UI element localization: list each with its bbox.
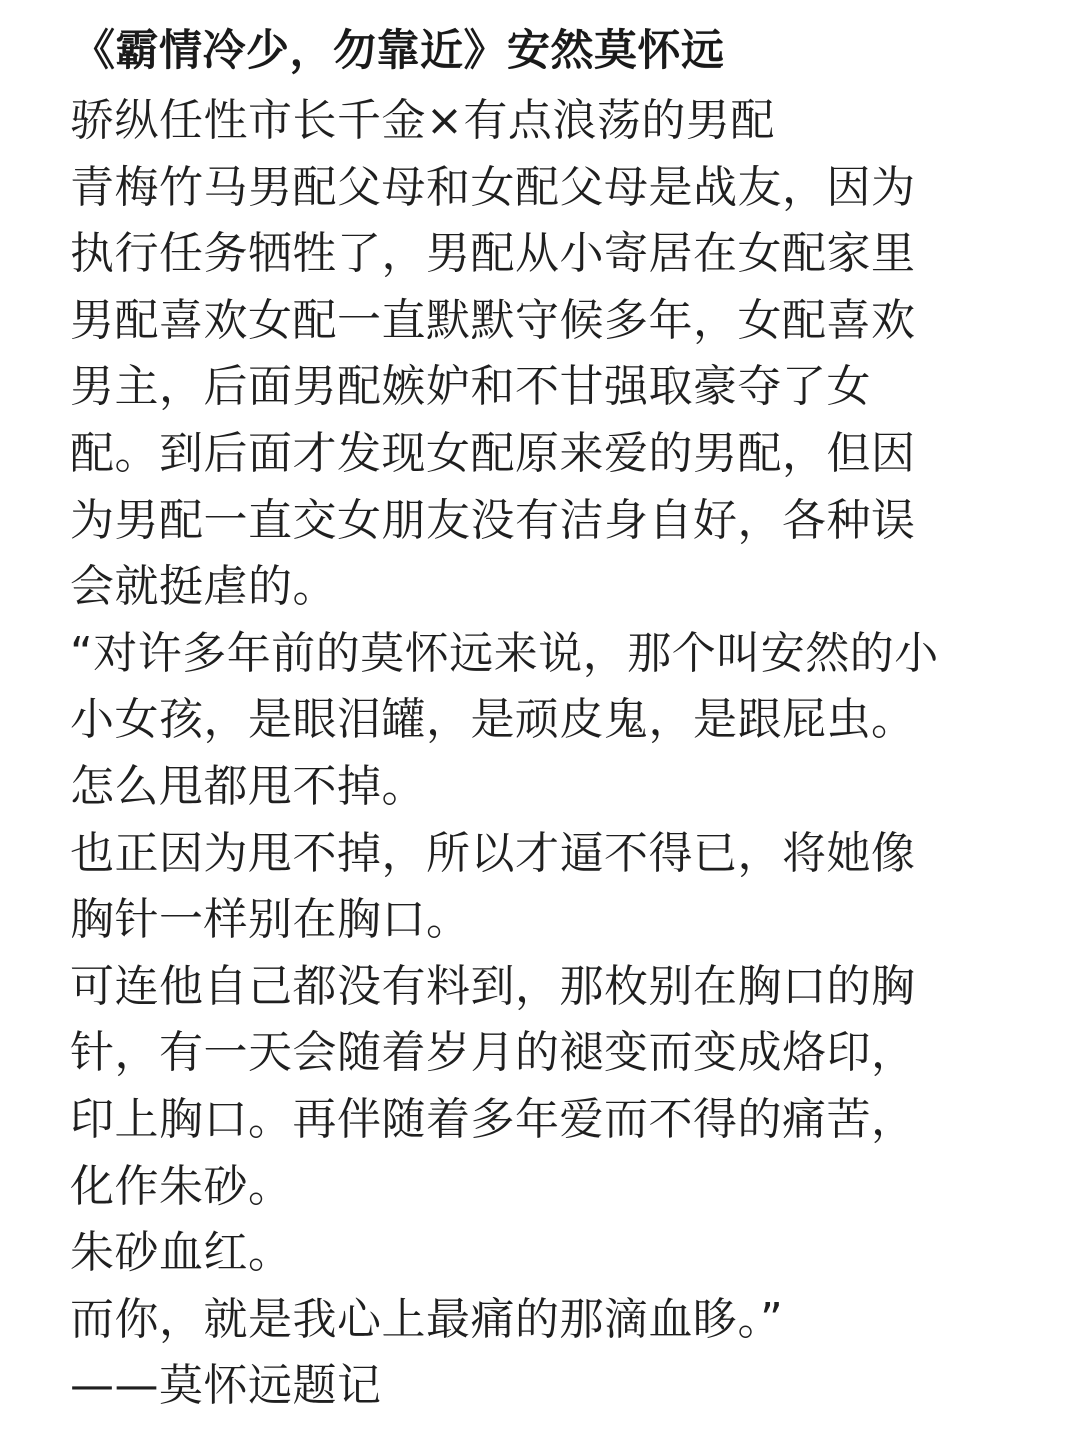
text-line-17: 化作朱砂。: [70, 1160, 293, 1212]
text-line-6: 配。到后面才发现女配原来爱的男配，但因: [70, 427, 916, 479]
text-line-13: 胸针一样别在胸口。: [70, 894, 471, 946]
text-line-15: 针，有一天会随着岁月的褪变而变成烙印，: [70, 1027, 916, 1079]
text-line-9: “对许多年前的莫怀远来说，那个叫安然的小: [70, 627, 939, 679]
text-line-14: 可连他自己都没有料到，那枚别在胸口的胸: [70, 960, 916, 1012]
text-line-5: 男主，后面男配嫉妒和不甘强取豪夺了女: [70, 361, 871, 413]
text-line-11: 怎么甩都甩不掉。: [70, 760, 426, 812]
text-line-16: 印上胸口。再伴随着多年爱而不得的痛苦，: [70, 1093, 916, 1145]
text-line-7: 为男配一直交女朋友没有洁身自好，各种误: [70, 494, 916, 546]
text-line-12: 也正因为甩不掉，所以才逼不得已，将她像: [70, 827, 916, 879]
text-line-3: 执行任务牺牲了，男配从小寄居在女配家里: [70, 228, 916, 280]
text-line-2: 青梅竹马男配父母和女配父母是战友，因为: [70, 161, 916, 213]
document-title: 《霸情冷少，勿靠近》安然莫怀远: [72, 26, 725, 76]
text-line-20: ——莫怀远题记: [70, 1360, 382, 1412]
document-body: [70, 88, 1050, 1420]
text-line-4: 男配喜欢女配一直默默守候多年，女配喜欢: [70, 294, 916, 346]
text-line-19: 而你，就是我心上最痛的那滴血眵。”: [70, 1293, 784, 1345]
text-line-8: 会就挺虐的。: [70, 561, 337, 613]
text-line-10: 小女孩，是眼泪罐，是顽皮鬼，是跟屁虫。: [70, 694, 916, 746]
text-line-1: 骄纵任性市长千金×有点浪荡的男配: [70, 95, 775, 146]
text-line-18: 朱砂血红。: [70, 1227, 293, 1279]
